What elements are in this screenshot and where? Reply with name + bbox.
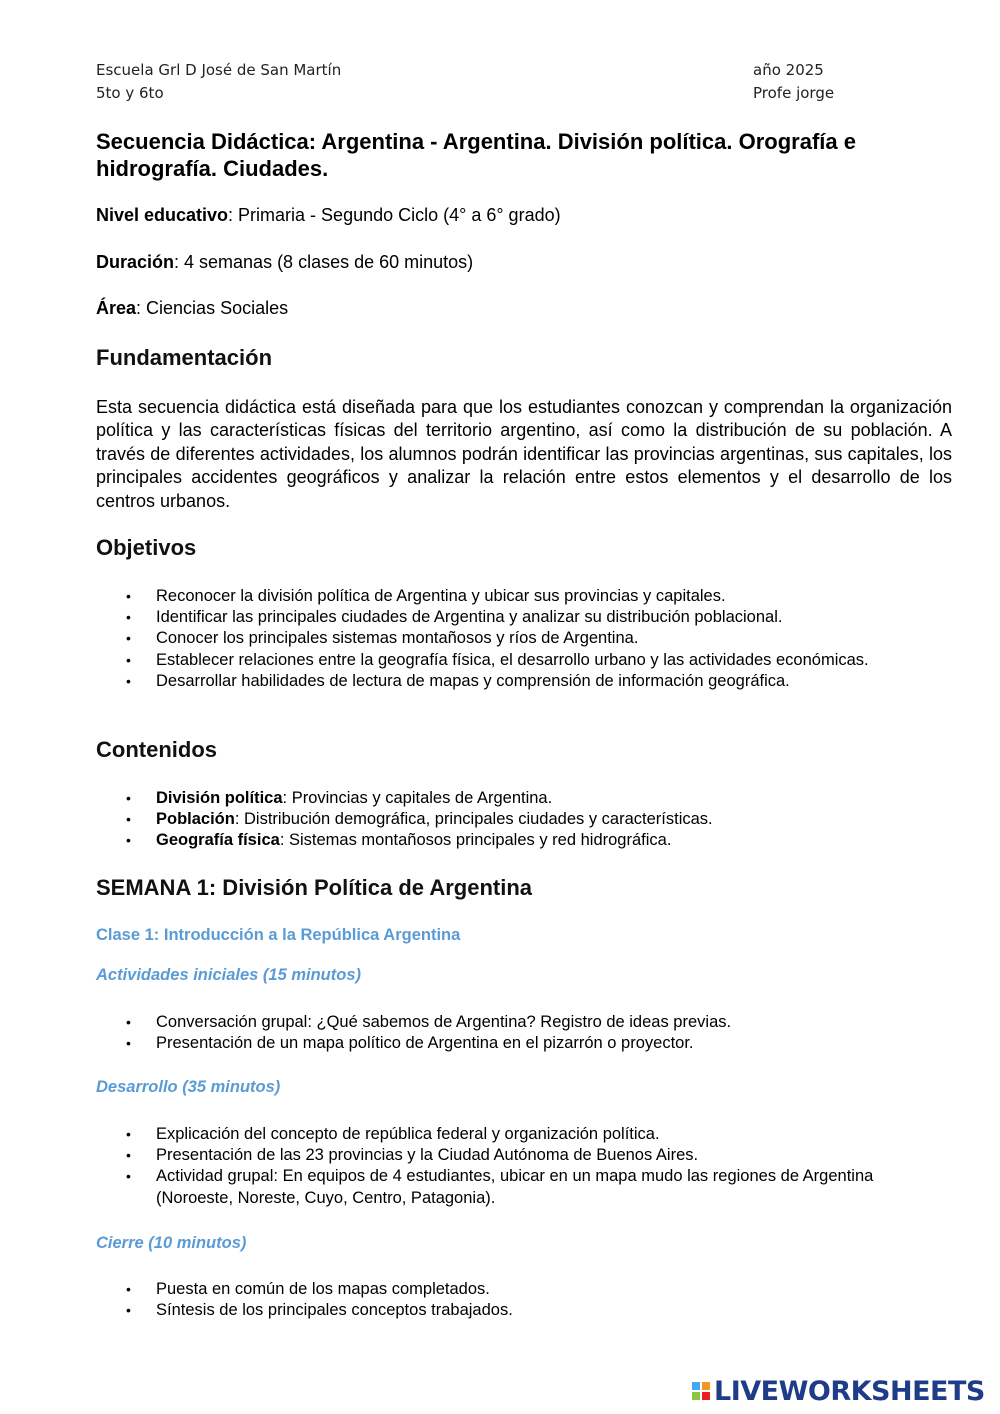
list-item: • Desarrollar habilidades de lectura de mapas y comprensión de información geográfica. <box>96 671 886 692</box>
page-title: Secuencia Didáctica: Argentina - Argentina. División política. Orografía e hidrografía. Ciudades. <box>96 129 856 181</box>
nivel-educativo <box>96 205 561 226</box>
duracion-label: Duración <box>96 252 175 272</box>
iniciales-list <box>96 1012 886 1054</box>
clase1-heading: Clase 1: Introducción a la República Argentina <box>96 926 461 944</box>
contenido-desc: : Distribución demográfica, principales ciudades y características. <box>234 810 713 829</box>
contenido-desc: : Sistemas montañosos principales y red hidrográfica. <box>279 831 672 850</box>
list-item: • Conocer los principales sistemas montañosos y ríos de Argentina. <box>96 628 886 649</box>
area <box>96 298 288 319</box>
logo-text: LIVEWORKSHEETS <box>714 1375 985 1407</box>
logo-square <box>702 1392 710 1400</box>
fundamentacion-text: Esta secuencia didáctica está diseñada para que los estudiantes conozcan y comprendan la organización política y las características físicas del territorio argentino, así como la distribución de su población. A través de diferentes actividades, los alumnos podrán identificar las provincias argentinas, sus capitales, los principales accidentes geográficos y analizar la relación entre estos elementos y el desarrollo de los centros urbanos. <box>96 397 952 511</box>
school-name: Escuela Grl D José de San Martín <box>96 61 342 79</box>
desarrollo-list <box>96 1124 886 1209</box>
list-item <box>96 809 886 830</box>
list-item: • Identificar las principales ciudades de Argentina y analizar su distribución poblacional. <box>96 607 886 628</box>
list-item: • Reconocer la división política de Argentina y ubicar sus provincias y capitales. <box>96 586 886 607</box>
cierre-heading: Cierre (10 minutos) <box>96 1234 247 1252</box>
logo-square <box>692 1392 700 1400</box>
list-item: • Explicación del concepto de república federal y organización política. <box>96 1124 886 1145</box>
nivel-label: Nivel educativo <box>96 205 229 225</box>
iniciales-heading: Actividades iniciales (15 minutos) <box>96 966 361 984</box>
contenido-term: Geografía física <box>156 831 280 850</box>
contenidos-heading: Contenidos <box>96 737 217 762</box>
nivel-value: : Primaria - Segundo Ciclo (4° a 6° grado) <box>228 205 561 225</box>
list-item: • Presentación de un mapa político de Argentina en el pizarrón o proyector. <box>96 1033 886 1054</box>
cierre-list <box>96 1279 886 1321</box>
liveworksheets-logo <box>692 1376 985 1406</box>
area-label: Área <box>96 298 137 318</box>
contenido-term: Población <box>156 810 235 829</box>
desarrollo-heading: Desarrollo (35 minutos) <box>96 1078 281 1096</box>
list-item <box>96 830 886 851</box>
contenidos-list <box>96 788 886 852</box>
duracion-value: : 4 semanas (8 clases de 60 minutos) <box>174 252 474 272</box>
list-item: • Actividad grupal: En equipos de 4 estudiantes, ubicar en un mapa mudo las regiones de Argentina (Noroeste, Noreste, Cuyo, Centro, Patagonia). <box>96 1166 886 1208</box>
logo-square <box>702 1382 710 1390</box>
grades: 5to y 6to <box>96 84 164 102</box>
list-item: • Establecer relaciones entre la geografía física, el desarrollo urbano y las actividades económicas. <box>96 650 886 671</box>
liveworksheets-icon <box>692 1382 710 1400</box>
list-item: • Presentación de las 23 provincias y la Ciudad Autónoma de Buenos Aires. <box>96 1145 886 1166</box>
teacher: Profe jorge <box>753 84 835 102</box>
fundamentacion-heading: Fundamentación <box>96 345 273 370</box>
list-item: • Síntesis de los principales conceptos trabajados. <box>96 1300 886 1321</box>
list-item: • Puesta en común de los mapas completados. <box>96 1279 886 1300</box>
logo-square <box>692 1382 700 1390</box>
objetivos-heading: Objetivos <box>96 535 197 560</box>
list-item: • Conversación grupal: ¿Qué sabemos de Argentina? Registro de ideas previas. <box>96 1012 886 1033</box>
semana1-heading: SEMANA 1: División Política de Argentina <box>96 875 532 900</box>
duracion <box>96 252 473 273</box>
area-value: : Ciencias Sociales <box>136 298 289 318</box>
year: año 2025 <box>753 61 824 79</box>
objetivos-list <box>96 586 886 692</box>
list-item <box>96 788 886 809</box>
contenido-term: División política <box>156 789 283 807</box>
contenido-desc: : Provincias y capitales de Argentina. <box>282 789 553 807</box>
